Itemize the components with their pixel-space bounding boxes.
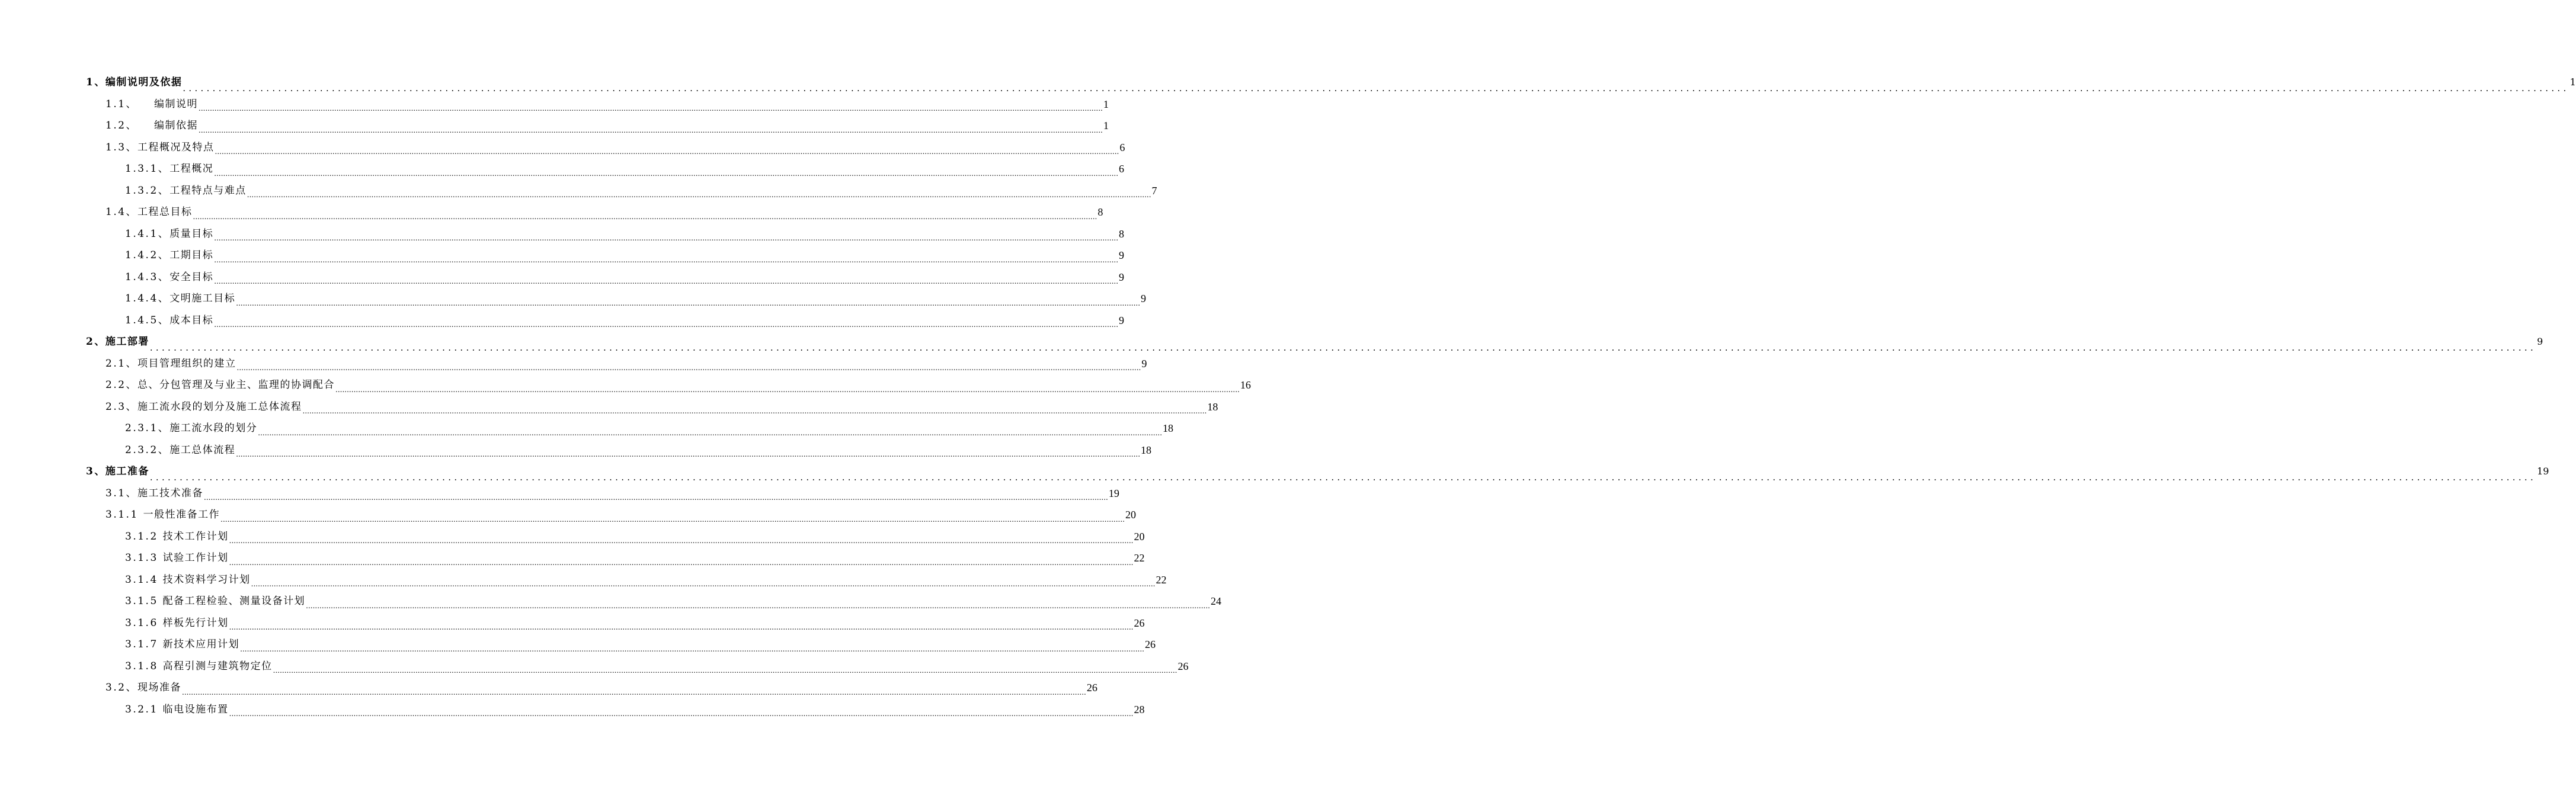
toc-entry-page-number: 1 (2569, 76, 2576, 88)
toc-entry[interactable] (0, 310, 1125, 332)
toc-entry-title: 配备工程检验、测量设备计划 (162, 595, 306, 608)
toc-entry-title: 工程特点与难点 (169, 184, 247, 197)
toc-dot-leader: ................................................................................................................................................................................................................................................................................................................................................................................................................ (302, 407, 1207, 415)
toc-entry-title: 新技术应用计划 (162, 638, 240, 651)
toc-entry-title: 文明施工目标 (169, 293, 236, 305)
toc-entry-page-number: 18 (1207, 400, 1218, 413)
toc-entry[interactable] (0, 94, 1109, 115)
toc-entry-number: 1 (86, 76, 95, 89)
toc-entry-title: 、编制说明及依据 (94, 76, 183, 89)
toc-entry-page-number: 26 (1134, 617, 1145, 629)
toc-entry-page-number: 6 (1119, 163, 1125, 175)
toc-entry-number: 2.2、 (105, 379, 138, 391)
toc-dot-leader: ................................................................................................................................................................................................................................................................................................................................................................................................................ (149, 471, 2537, 483)
toc-dot-leader: ................................................................................................................................................................................................................................................................................................................................................................................................................ (220, 515, 1125, 524)
toc-dot-leader: ................................................................................................................................................................................................................................................................................................................................................................................................................ (229, 710, 1134, 718)
toc-entry[interactable] (0, 461, 2549, 483)
toc-dot-leader: ................................................................................................................................................................................................................................................................................................................................................................................................................ (214, 277, 1119, 285)
toc-entry-label (125, 704, 229, 715)
toc-entry-page-number: 24 (1210, 595, 1221, 608)
toc-entry-label (125, 595, 305, 607)
toc-entry-label (125, 293, 235, 304)
toc-entry-title: 项目管理组织的建立 (137, 357, 236, 370)
toc-entry-page-number: 6 (1119, 141, 1125, 153)
toc-entry-page-number: 9 (1119, 271, 1125, 283)
toc-dot-leader: ................................................................................................................................................................................................................................................................................................................................................................................................................ (199, 104, 1103, 113)
toc-entry-page-number: 8 (1097, 206, 1103, 219)
toc-entry[interactable] (0, 547, 1145, 569)
toc-dot-leader: ................................................................................................................................................................................................................................................................................................................................................................................................................ (273, 666, 1177, 675)
toc-dot-leader: ................................................................................................................................................................................................................................................................................................................................................................................................................ (214, 320, 1119, 329)
toc-entry-label (125, 617, 229, 629)
toc-dot-leader: ................................................................................................................................................................................................................................................................................................................................................................................................................ (229, 537, 1134, 545)
toc-entry[interactable] (0, 353, 1147, 375)
toc-entry[interactable] (0, 418, 1174, 439)
toc-entry-number: 1.3.2、 (125, 184, 170, 197)
toc-entry[interactable] (0, 634, 1156, 656)
toc-entry-title: 技术资料学习计划 (162, 573, 251, 586)
toc-entry-title: 一般性准备工作 (143, 509, 220, 521)
toc-dot-leader: ................................................................................................................................................................................................................................................................................................................................................................................................................ (251, 580, 1156, 588)
toc-entry-label (86, 336, 149, 348)
toc-entry-title: 临电设施布置 (162, 703, 229, 715)
toc-entry-title: 施工流水段的划分及施工总体流程 (137, 400, 302, 413)
toc-entry-title: 试验工作计划 (162, 552, 229, 564)
toc-dot-leader: ................................................................................................................................................................................................................................................................................................................................................................................................................ (215, 147, 1119, 156)
toc-entry-label (125, 249, 213, 261)
toc-entry-label (125, 552, 229, 564)
toc-entry-number: 3.1、 (105, 487, 138, 499)
toc-entry-number: 1.4.2、 (125, 249, 170, 262)
toc-entry-title: 施工总体流程 (169, 444, 236, 456)
toc-entry-label (125, 271, 213, 283)
toc-entry-label (105, 142, 215, 153)
toc-entry-number: 3.1.4 (125, 573, 163, 586)
toc-entry-number: 2.3、 (105, 400, 138, 413)
toc-entry[interactable] (0, 590, 1221, 612)
toc-entry-page-number: 18 (1163, 422, 1174, 435)
toc-entry-label (86, 466, 149, 477)
toc-entry-number: 2.3.1、 (125, 422, 170, 435)
toc-entry-title: 工程概况 (169, 163, 214, 175)
toc-entry[interactable] (0, 180, 1157, 202)
toc-entry-page-number: 22 (1156, 573, 1167, 586)
toc-entry-page-number: 18 (1141, 444, 1152, 456)
toc-entry-title: 编制依据 (154, 120, 199, 132)
toc-dot-leader: ................................................................................................................................................................................................................................................................................................................................................................................................................ (214, 169, 1119, 178)
toc-entry-label (105, 358, 236, 370)
toc-dot-leader: ................................................................................................................................................................................................................................................................................................................................................................................................................ (183, 82, 2569, 94)
toc-dot-leader: ................................................................................................................................................................................................................................................................................................................................................................................................................ (229, 623, 1134, 631)
toc-dot-leader: ................................................................................................................................................................................................................................................................................................................................................................................................................ (247, 191, 1151, 199)
toc-entry[interactable] (0, 612, 1145, 634)
toc-entry[interactable] (0, 201, 1103, 223)
toc-entry-number: 2 (86, 336, 95, 348)
toc-entry[interactable] (0, 72, 2576, 94)
toc-entry-number: 3.1.3 (125, 552, 163, 564)
toc-dot-leader: ................................................................................................................................................................................................................................................................................................................................................................................................................ (240, 644, 1144, 653)
toc-entry[interactable] (0, 245, 1125, 267)
toc-entry[interactable] (0, 331, 2543, 353)
toc-entry[interactable] (0, 115, 1109, 137)
toc-entry-page-number: 1 (1103, 98, 1109, 110)
toc-entry[interactable] (0, 267, 1125, 288)
toc-dot-leader: ................................................................................................................................................................................................................................................................................................................................................................................................................ (236, 450, 1141, 458)
toc-entry[interactable] (0, 223, 1125, 245)
toc-entry-number: 1.3、 (105, 141, 138, 153)
toc-entry-number: 3.1.7 (125, 638, 163, 651)
toc-entry-label (125, 163, 213, 175)
toc-entry[interactable] (0, 288, 1147, 310)
toc-dot-leader: ................................................................................................................................................................................................................................................................................................................................................................................................................ (236, 298, 1141, 307)
toc-entry-title: 工程概况及特点 (137, 141, 215, 153)
toc-entry-label (125, 444, 235, 456)
toc-dot-leader: ................................................................................................................................................................................................................................................................................................................................................................................................................ (149, 342, 2537, 353)
toc-entry-page-number: 19 (1108, 487, 1119, 499)
toc-entry[interactable] (0, 439, 1152, 461)
toc-entry-label (105, 98, 198, 110)
toc-dot-leader: ................................................................................................................................................................................................................................................................................................................................................................................................................ (214, 255, 1119, 264)
toc-dot-leader: ................................................................................................................................................................................................................................................................................................................................................................................................................ (258, 428, 1163, 437)
toc-entry-label (105, 379, 335, 391)
toc-entry-label (125, 228, 213, 240)
toc-entry-label (125, 660, 273, 672)
toc-entry-page-number: 26 (1144, 638, 1156, 651)
toc-entry-label (105, 487, 203, 499)
toc-entry-title: 高程引测与建筑物定位 (162, 660, 273, 672)
toc-dot-leader: ................................................................................................................................................................................................................................................................................................................................................................................................................ (236, 364, 1141, 372)
table-of-contents (0, 72, 2576, 720)
toc-entry-number: 2.1、 (105, 357, 138, 370)
toc-entry-page-number: 9 (1141, 357, 1147, 370)
toc-entry-page-number: 20 (1125, 509, 1136, 521)
toc-entry-page-number: 9 (1141, 293, 1147, 305)
toc-entry-number: 3.2.1 (125, 703, 163, 715)
toc-entry-title: 、施工准备 (94, 466, 149, 478)
toc-entry-page-number: 8 (1119, 227, 1125, 240)
toc-entry-label (125, 638, 239, 650)
toc-entry-title: 施工技术准备 (137, 487, 204, 499)
toc-entry-number: 1.4、 (105, 206, 138, 219)
toc-entry[interactable] (0, 526, 1145, 548)
toc-entry-title: 安全目标 (169, 271, 214, 283)
toc-entry-page-number: 9 (1119, 314, 1125, 326)
toc-entry-label (105, 401, 302, 413)
toc-entry-label (125, 185, 247, 197)
toc-entry-number: 3.1.8 (125, 660, 163, 672)
toc-entry-label (105, 682, 181, 694)
toc-entry-number: 3 (86, 466, 95, 478)
toc-dot-leader: ................................................................................................................................................................................................................................................................................................................................................................................................................ (199, 126, 1103, 134)
toc-entry-page-number: 22 (1134, 552, 1145, 564)
toc-entry-number: 3.1.6 (125, 617, 163, 629)
toc-entry[interactable] (0, 699, 1145, 721)
toc-dot-leader: ................................................................................................................................................................................................................................................................................................................................................................................................................ (214, 234, 1119, 242)
toc-dot-leader: ................................................................................................................................................................................................................................................................................................................................................................................................................ (229, 558, 1134, 567)
toc-entry-label (105, 120, 198, 131)
toc-entry[interactable] (0, 504, 1136, 526)
toc-entry-label (125, 422, 257, 434)
toc-entry-title: 质量目标 (169, 227, 214, 240)
toc-entry-title: 工程总目标 (137, 206, 193, 219)
toc-entry-number: 3.1.2 (125, 530, 163, 543)
toc-entry[interactable] (0, 158, 1125, 180)
toc-entry-number: 1.2、 (105, 120, 138, 132)
toc-entry-number: 1.3.1、 (125, 163, 170, 175)
toc-entry-number: 2.3.2、 (125, 444, 170, 456)
toc-entry-number: 1.4.1、 (125, 227, 170, 240)
toc-entry-label (105, 509, 220, 521)
toc-entry-page-number: 7 (1151, 184, 1157, 197)
toc-entry[interactable] (0, 483, 1119, 505)
toc-entry[interactable] (0, 374, 1251, 396)
toc-entry-title: 工期目标 (169, 249, 214, 262)
toc-entry-title: 成本目标 (169, 314, 214, 326)
toc-entry-page-number: 19 (2537, 466, 2549, 477)
toc-dot-leader: ................................................................................................................................................................................................................................................................................................................................................................................................................ (193, 212, 1097, 221)
toc-entry-label (125, 531, 229, 543)
toc-entry-page-number: 16 (1240, 379, 1251, 391)
toc-entry-number: 3.2、 (105, 682, 138, 694)
toc-entry-page-number: 26 (1086, 682, 1097, 694)
toc-entry-number: 1.1、 (105, 98, 138, 110)
toc-entry-page-number: 9 (1119, 249, 1125, 262)
toc-entry-number: 1.4.4、 (125, 293, 170, 305)
toc-entry-title: 编制说明 (154, 98, 199, 110)
toc-dot-leader: ................................................................................................................................................................................................................................................................................................................................................................................................................ (306, 601, 1210, 610)
toc-entry-title: 施工流水段的划分 (169, 422, 258, 435)
toc-entry-number: 1.4.3、 (125, 271, 170, 283)
toc-entry-page-number: 26 (1177, 660, 1189, 672)
toc-entry-page-number: 20 (1134, 530, 1145, 543)
toc-entry-title: 总、分包管理及与业主、监理的协调配合 (137, 379, 335, 391)
toc-entry[interactable] (0, 569, 1167, 591)
toc-dot-leader: ................................................................................................................................................................................................................................................................................................................................................................................................................ (335, 385, 1240, 394)
toc-entry-number: 1.4.5、 (125, 314, 170, 326)
toc-entry-title: 样板先行计划 (162, 617, 229, 629)
toc-entry[interactable] (0, 656, 1189, 678)
toc-entry[interactable] (0, 396, 1218, 418)
toc-entry-label (105, 206, 193, 218)
toc-entry-label (125, 314, 213, 326)
toc-entry[interactable] (0, 137, 1125, 159)
toc-entry-title: 、施工部署 (94, 336, 149, 348)
toc-entry-number: 3.1.1 (105, 509, 143, 521)
toc-entry-number: 3.1.5 (125, 595, 163, 608)
toc-entry-page-number: 28 (1134, 703, 1145, 715)
toc-entry-title: 技术工作计划 (162, 530, 229, 543)
toc-entry-page-number: 9 (2537, 336, 2543, 348)
toc-entry-page-number: 1 (1103, 120, 1109, 132)
toc-entry[interactable] (0, 677, 1097, 699)
toc-entry-title: 现场准备 (137, 682, 182, 694)
toc-dot-leader: ................................................................................................................................................................................................................................................................................................................................................................................................................ (182, 688, 1086, 696)
toc-entry-label (86, 76, 182, 88)
toc-dot-leader: ................................................................................................................................................................................................................................................................................................................................................................................................................ (204, 493, 1108, 502)
toc-entry-label (125, 574, 251, 586)
